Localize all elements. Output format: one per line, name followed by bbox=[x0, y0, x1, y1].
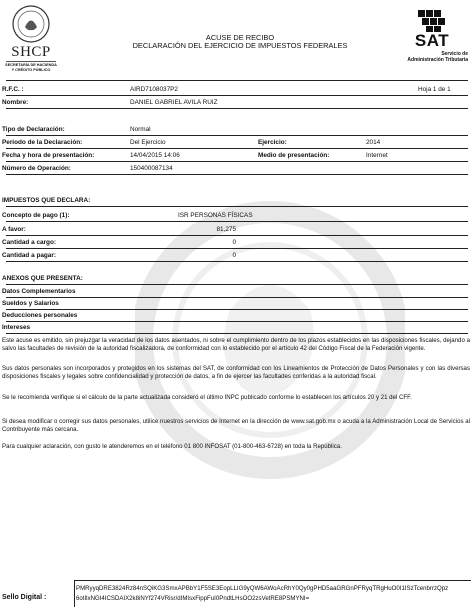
doc-subtitle: DECLARACIÓN DEL EJERCICIO DE IMPUESTOS FEDERALES bbox=[132, 41, 348, 50]
medium-label: Medio de presentación: bbox=[258, 152, 330, 159]
rule-type bbox=[6, 135, 468, 136]
sat-logo-icon bbox=[416, 10, 450, 32]
decl-type-label: Tipo de Declaración: bbox=[2, 126, 65, 133]
shcp-seal-icon bbox=[10, 4, 52, 44]
pay-value: 0 bbox=[232, 252, 236, 259]
fiscal-year-value: 2014 bbox=[366, 139, 381, 146]
sat-logo-sub2: Administración Tributaria bbox=[407, 57, 468, 63]
name-value: DANIEL GABRIEL AVILA RUIZ bbox=[130, 99, 218, 106]
pay-label: Cantidad a pagar: bbox=[2, 252, 56, 259]
rule-period bbox=[6, 148, 468, 149]
rule-operation bbox=[6, 174, 468, 175]
notice-paragraph: Se le recomienda verifique si el cálculo de la parte actualizada consideró el último INPC publicado conforme lo establecen los artículos 20 y 21 del CFF. bbox=[2, 394, 412, 401]
rule-annex-1 bbox=[6, 297, 468, 298]
annexes-heading: ANEXOS QUE PRESENTA: bbox=[2, 275, 83, 282]
rule-pay bbox=[6, 261, 468, 262]
concept-label: Concepto de pago (1): bbox=[2, 212, 70, 219]
rule-concept bbox=[6, 221, 468, 222]
medium-value: Internet bbox=[366, 152, 388, 159]
doc-title: ACUSE DE RECIBO bbox=[205, 33, 275, 42]
favor-value: 81,275 bbox=[216, 226, 236, 233]
shcp-logo-sub2: Y CRÉDITO PÚBLICO bbox=[11, 68, 51, 72]
notice-paragraph: Sus datos personales son incorporados y protegidos en los sistemas del SAT, de conformidad con los Lineamientos de Protección de Datos Personales y con las diversas disposiciones fiscales y legales sobre confidencialidad y protección de datos, a fin de ejercer las facultades conferidas a la autoridad fiscal. bbox=[2, 365, 470, 380]
rule-annex-4 bbox=[6, 333, 468, 334]
concept-value: ISR PERSONAS FÍSICAS bbox=[178, 212, 253, 219]
favor-label: A favor: bbox=[2, 226, 26, 233]
page-number: Hoja 1 de 1 bbox=[418, 86, 451, 93]
annex-item: Intereses bbox=[2, 324, 31, 331]
rule-name bbox=[6, 108, 468, 109]
period-value: Del Ejercicio bbox=[130, 139, 166, 146]
rule-charge bbox=[6, 248, 468, 249]
taxes-heading: IMPUESTOS QUE DECLARA: bbox=[2, 197, 91, 204]
sat-logo-text: SAT bbox=[414, 31, 450, 50]
notice-paragraph: Para cualquier aclaración, con gusto le atenderemos en el teléfono 01 800 INFOSAT (01-800-463-6728) en toda la República. bbox=[2, 443, 342, 450]
digital-seal-line: PMRyyqDRE3824Rz84nSQiKG3SmxAPBbY1F5SE3EopLLIG9yQW6AWoAcRhY0Qy0gPHD5aaGRGnPFRyqTRgHuO0I1ISzTcenbrrzQpz bbox=[76, 585, 449, 592]
digital-seal-label: Sello Digital : bbox=[2, 594, 47, 601]
datetime-label: Fecha y hora de presentación: bbox=[2, 152, 95, 159]
rule-top bbox=[6, 80, 468, 81]
annex-item: Deducciones personales bbox=[2, 312, 78, 319]
rfc-value: AIRD7108037P2 bbox=[130, 86, 178, 93]
rule-rfc bbox=[6, 95, 468, 96]
digital-seal-line: 6otIlxNGI4ICSDAIX2k8iNYf274VRisr/dIMIsxFippFuI0PndtLHsOO2zsVetRE8PSMYNI= bbox=[76, 595, 310, 602]
operation-number-value: 150400087134 bbox=[130, 165, 173, 172]
name-label: Nombre: bbox=[2, 99, 29, 106]
charge-value: 0 bbox=[232, 239, 236, 246]
rfc-label: R.F.C. : bbox=[2, 86, 24, 93]
decl-type-value: Normal bbox=[130, 126, 151, 133]
datetime-value: 14/04/2015 14:06 bbox=[130, 152, 180, 159]
period-label: Periodo de la Declaración: bbox=[2, 139, 83, 146]
sat-logo-sub1: Servicio de bbox=[441, 51, 468, 57]
annex-item: Datos Complementarios bbox=[2, 288, 76, 295]
rule-datetime bbox=[6, 161, 468, 162]
taxes-heading-underline bbox=[6, 206, 468, 207]
rule-annex-2 bbox=[6, 309, 468, 310]
notice-paragraph: Si desea modificar o corregir sus datos personales, utilice nuestros servicios de Internet en la dirección de www.sat.gob.mx o acuda a la Administración Local de Servicios al Contribuyente más cercana. bbox=[2, 418, 470, 433]
rule-favor bbox=[6, 235, 468, 236]
shcp-logo-sub1: SECRETARÍA DE HACIENDA bbox=[5, 63, 57, 67]
annex-item: Sueldos y Salarios bbox=[2, 300, 59, 307]
operation-number-label: Número de Operación: bbox=[2, 165, 71, 172]
charge-label: Cantidad a cargo: bbox=[2, 239, 56, 246]
rule-annexes bbox=[6, 284, 468, 285]
shcp-logo-text: SHCP bbox=[11, 44, 51, 60]
shcp-divider bbox=[6, 61, 56, 62]
rule-annex-3 bbox=[6, 321, 468, 322]
notice-paragraph: Este acuse es emitido, sin prejuzgar la veracidad de los datos asentados, ni sobre el cumplimiento dentro de los plazos establecidos en las disposiciones fiscales, dejando a salvo las facultades de revisión de la autoridad fiscalizadora, de conformidad con lo establecido por el artículo 42 del Código Fiscal de la Federación vigente. bbox=[2, 337, 470, 352]
fiscal-year-label: Ejercicio: bbox=[258, 139, 287, 146]
